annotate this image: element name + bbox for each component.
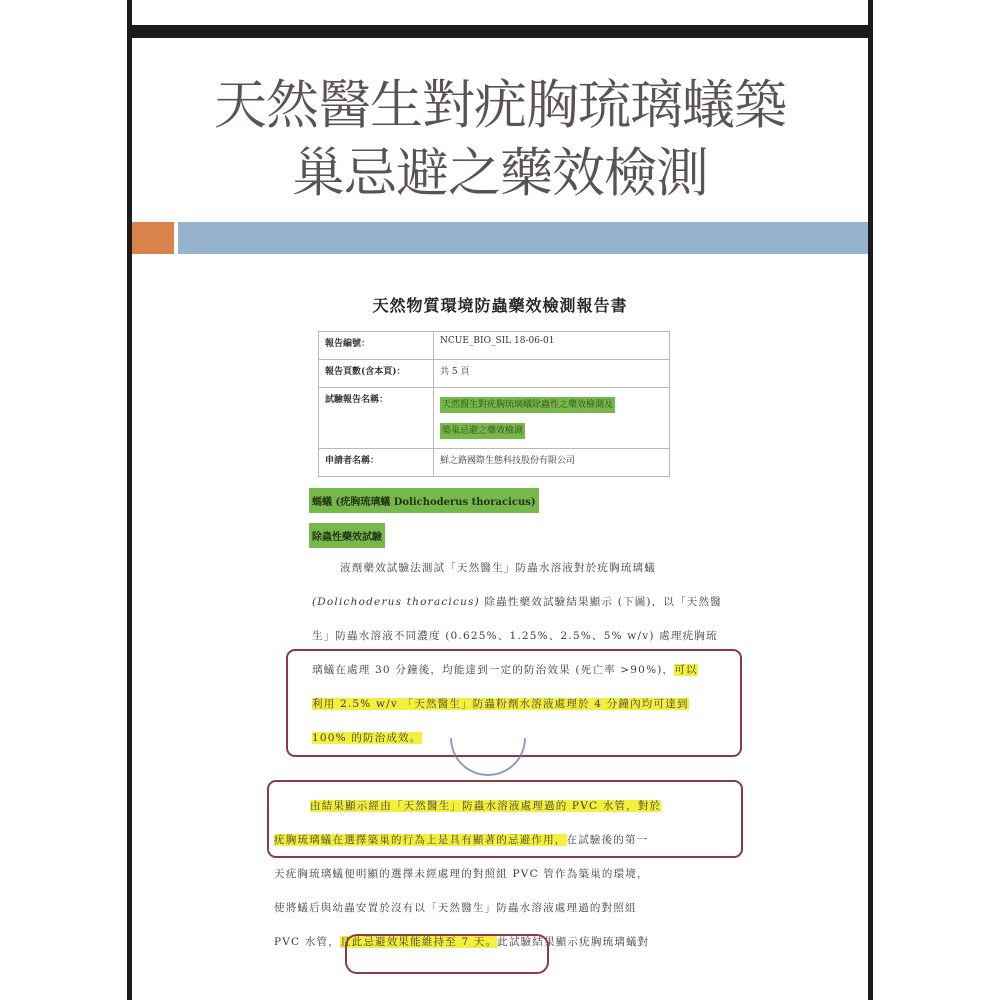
table-row: [319, 332, 670, 360]
text-span: 在試驗後的第一: [566, 834, 649, 846]
table-value: 共 5 頁: [434, 360, 670, 388]
annotation-box-duration: [345, 934, 549, 974]
table-row: [319, 449, 670, 477]
slide-title-line-2: 巢忌避之藥效檢測: [292, 143, 708, 204]
text-line: [312, 585, 772, 619]
seal-stamp: [450, 738, 526, 776]
yellow-highlight: 疣胸琉璃蟻在選擇築巢的行為上是具有顯著的忌避作用，: [274, 834, 567, 846]
report-title: 天然物質環境防蟲藥效檢測報告書: [372, 296, 628, 315]
table-label: 報告編號：: [319, 332, 434, 360]
yellow-highlight: 由結果顯示經由「天然醫生」防蟲水溶液處理過的 PVC 水管，對於: [310, 800, 662, 812]
yellow-highlight: 100% 的防治成效。: [312, 732, 422, 744]
table-label: 報告頁數(含本頁)：: [319, 360, 434, 388]
table-row: [319, 388, 670, 449]
text-span: 璃蟻在處理 30 分鐘後，均能達到一定的防治效果 (死亡率 >90%)，: [312, 664, 675, 676]
section-heading-ant: 螞蟻 (疣胸琉璃蟻 Dolichoderus thoracicus): [309, 488, 539, 513]
table-row: [319, 360, 670, 388]
text-line: 生」防蟲水溶液不同濃度 (0.625%、1.25%、2.5%、5% w/v) 處理疣胸琉: [312, 630, 718, 642]
green-highlight: 天然醫生對疣胸琉璃蟻除蟲性之藥效檢測及: [440, 397, 615, 413]
text-line: 使將蟻后與幼蟲安置於沒有以「天然醫生」防蟲水溶液處理過的對照組: [274, 902, 637, 914]
slide-divider-bar: [127, 25, 873, 38]
green-highlight: 築巢忌避之藥效檢測: [440, 423, 525, 439]
slide: [132, 38, 868, 1000]
text-line: 液劑藥效試驗法測試「天然醫生」防蟲水溶液對於疣胸琉璃蟻: [340, 562, 656, 574]
annotation-box-repellent: [267, 780, 743, 858]
previous-slide-edge: [132, 0, 868, 25]
table-value: 鮮之路國際生態科技股份有限公司: [434, 449, 670, 477]
text-span: 此試驗結果顯示疣胸琉璃蟻對: [497, 936, 650, 948]
report-document-image: [132, 38, 868, 1000]
table-value: [434, 388, 670, 449]
yellow-highlight: 且此忌避效果能維持至 7 天。: [339, 936, 498, 948]
frame-right-border: [868, 0, 873, 1000]
text-line: 天疣胸琉璃蟻便明顯的選擇未經處理的對照組 PVC 管作為築巢的環境，: [274, 868, 649, 880]
table-label: 試驗報告名稱：: [319, 388, 434, 449]
species-name: (Dolichoderus thoracicus): [312, 596, 480, 608]
text-span: PVC 水管，: [274, 936, 340, 948]
table-value: NCUE_BIO_SIL 18-06-01: [434, 332, 670, 360]
table-label: 申請者名稱：: [319, 449, 434, 477]
text-span: 除蟲性藥效試驗結果顯示 (下圖)，以「天然醫: [479, 596, 722, 608]
yellow-highlight: 可以: [674, 664, 698, 676]
yellow-highlight: 利用 2.5% w/v 「天然醫生」防蟲粉劑水溶液處理於 4 分鐘內均可達到: [312, 698, 689, 710]
report-info-table: [318, 331, 670, 477]
slide-title-line-1: 天然醫生對疣胸琉璃蟻築: [214, 75, 786, 136]
section-heading-test: 除蟲性藥效試驗: [309, 523, 385, 548]
